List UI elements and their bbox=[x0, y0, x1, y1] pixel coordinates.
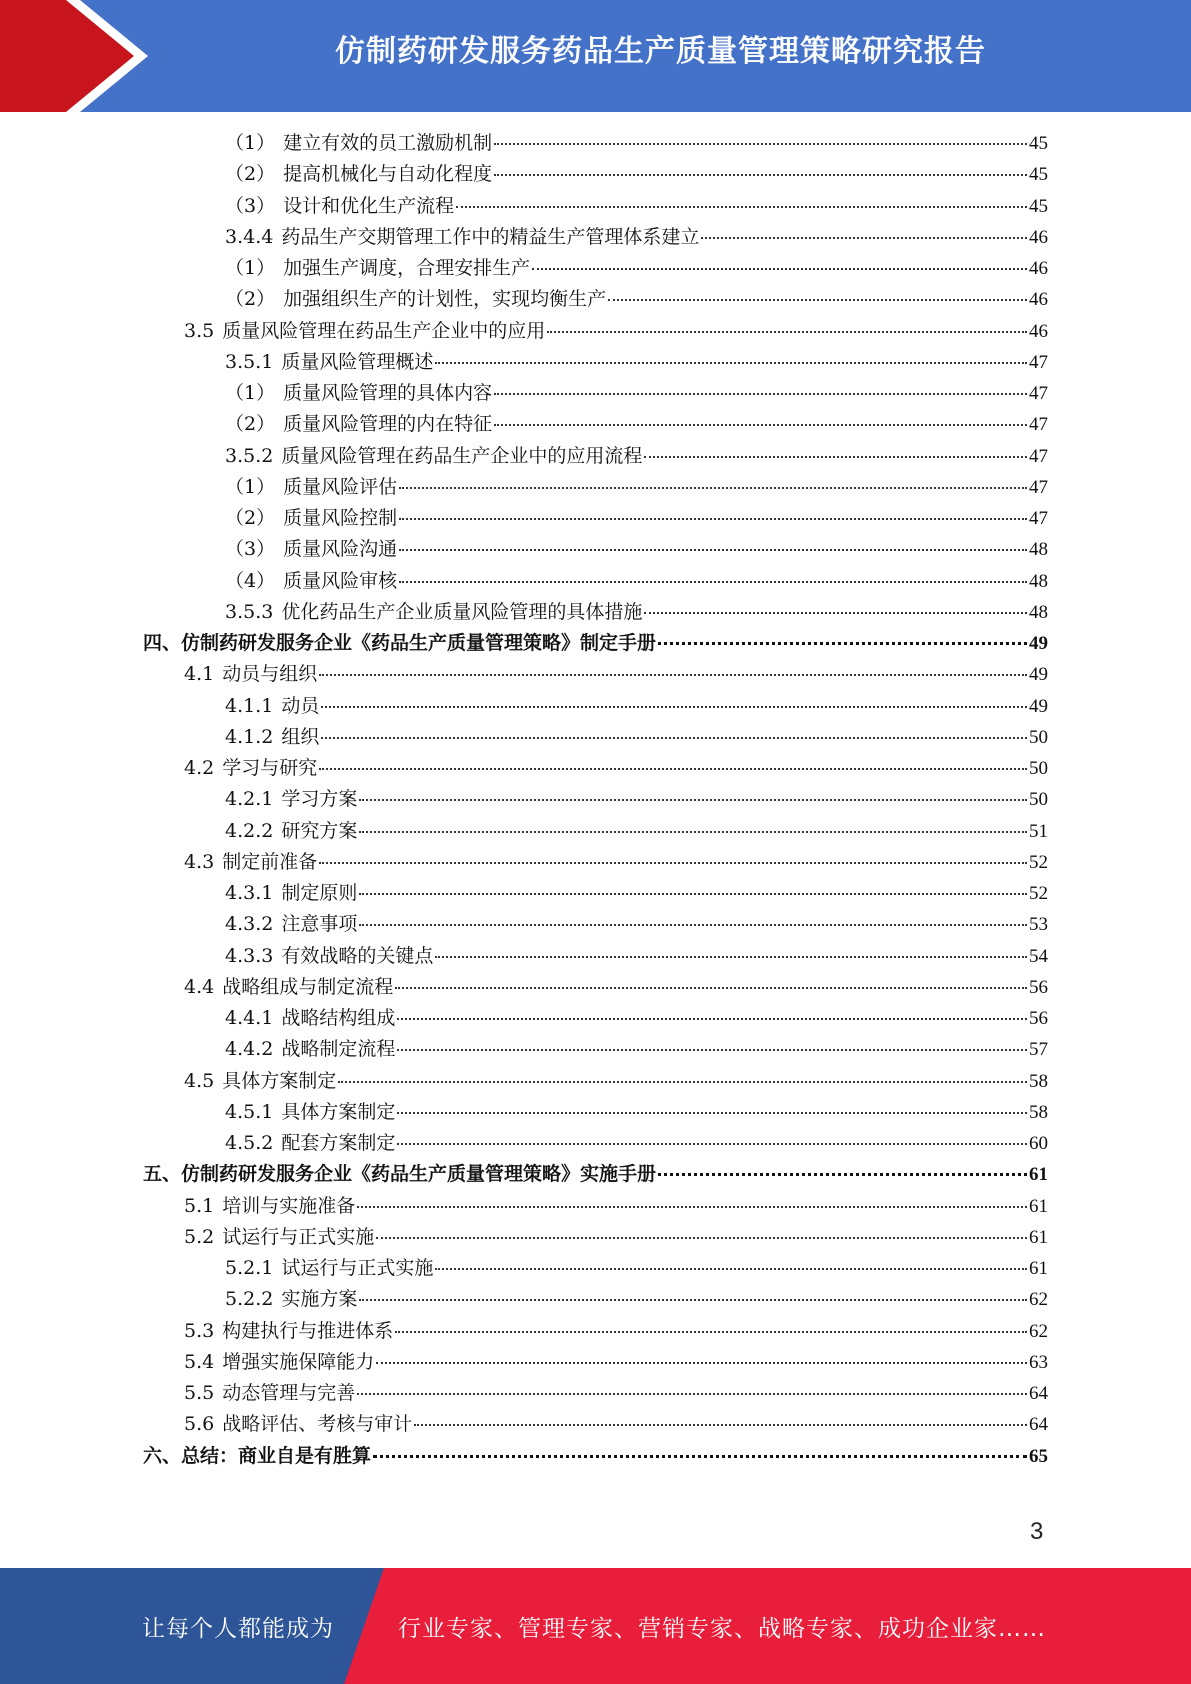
toc-leader-dots bbox=[359, 830, 1027, 833]
toc-entry[interactable] bbox=[184, 659, 1048, 690]
toc-leader-dots bbox=[494, 142, 1027, 145]
toc-entry-page: 46 bbox=[1029, 226, 1048, 248]
toc-entry[interactable] bbox=[143, 1441, 1048, 1472]
toc-entry-page: 49 bbox=[1029, 664, 1048, 686]
toc-entry-number: 4.1.2 bbox=[225, 725, 274, 748]
toc-leader-dots bbox=[319, 673, 1027, 676]
toc-entry-page: 57 bbox=[1029, 1039, 1048, 1061]
toc-entry-page: 53 bbox=[1029, 914, 1048, 936]
toc-entry-page: 45 bbox=[1029, 164, 1048, 186]
toc-leader-dots bbox=[359, 798, 1027, 801]
toc-entry-number: 4.1.1 bbox=[225, 694, 274, 717]
toc-entry[interactable] bbox=[225, 1253, 1048, 1284]
toc-entry-number: （4） bbox=[225, 569, 276, 592]
toc-entry-page: 47 bbox=[1029, 351, 1048, 373]
toc-entry-label: 具体方案制定 bbox=[222, 1069, 337, 1092]
toc-entry[interactable] bbox=[225, 284, 1048, 315]
toc-leader-dots bbox=[321, 705, 1027, 708]
toc-entry-number: 5.6 bbox=[184, 1413, 215, 1436]
toc-entry-page: 52 bbox=[1029, 851, 1048, 873]
toc-entry-number: 4.3 bbox=[184, 850, 215, 873]
toc-entry[interactable] bbox=[143, 628, 1048, 659]
toc-entry[interactable] bbox=[225, 222, 1048, 253]
toc-leader-dots bbox=[359, 1298, 1027, 1301]
toc-entry-page: 62 bbox=[1029, 1289, 1048, 1311]
toc-leader-dots bbox=[397, 1111, 1027, 1114]
toc-entry-label: 注意事项 bbox=[281, 913, 358, 936]
toc-entry-label: 战略评估、考核与审计 bbox=[222, 1413, 413, 1436]
toc-leader-dots bbox=[359, 923, 1027, 926]
toc-entry[interactable] bbox=[225, 691, 1048, 722]
toc-entry-label: 质量风险管理的具体内容 bbox=[283, 382, 493, 404]
header-arrow-decoration bbox=[0, 0, 160, 112]
toc-entry[interactable] bbox=[225, 1003, 1048, 1034]
toc-entry-label: 质量风险评估 bbox=[283, 475, 398, 498]
toc-entry[interactable] bbox=[225, 941, 1048, 972]
toc-leader-dots bbox=[701, 236, 1027, 239]
toc-leader-dots bbox=[547, 330, 1027, 333]
toc-entry[interactable] bbox=[225, 347, 1048, 378]
toc-entry-number: 3.5 bbox=[184, 319, 215, 342]
toc-leader-dots bbox=[494, 392, 1027, 395]
toc-leader-dots bbox=[321, 736, 1027, 739]
toc-entry-number: 5.2.1 bbox=[225, 1257, 274, 1279]
toc-entry-number: 3.5.2 bbox=[225, 444, 274, 467]
toc-entry-number: （1） bbox=[225, 257, 276, 279]
toc-entry-page: 49 bbox=[1029, 695, 1048, 717]
toc-entry[interactable] bbox=[225, 816, 1048, 847]
toc-entry-number: 4.1 bbox=[184, 663, 215, 686]
toc-entry[interactable] bbox=[143, 1159, 1048, 1190]
toc-leader-dots bbox=[608, 298, 1027, 301]
toc-entry[interactable] bbox=[184, 753, 1048, 784]
toc-entry-label: 战略制定流程 bbox=[281, 1038, 396, 1061]
toc-leader-dots bbox=[395, 986, 1027, 989]
toc-entry[interactable] bbox=[225, 191, 1048, 222]
toc-leader-dots bbox=[397, 1142, 1027, 1145]
toc-entry[interactable] bbox=[184, 847, 1048, 878]
toc-entry-label: 四、仿制药研发服务企业《药品生产质量管理策略》制定手册 bbox=[143, 632, 657, 654]
toc-entry-page: 45 bbox=[1029, 133, 1048, 154]
toc-entry-page: 54 bbox=[1029, 945, 1048, 967]
toc-entry-number: 4.4.2 bbox=[225, 1038, 274, 1061]
toc-entry-label: 学习与研究 bbox=[222, 757, 318, 779]
toc-leader-dots bbox=[399, 548, 1027, 551]
toc-leader-dots bbox=[644, 611, 1027, 614]
toc-entry-number: 5.5 bbox=[184, 1382, 215, 1404]
toc-entry[interactable] bbox=[225, 1128, 1048, 1159]
toc-leader-dots bbox=[397, 1048, 1027, 1051]
toc-entry[interactable] bbox=[225, 1284, 1048, 1315]
toc-entry-page: 48 bbox=[1029, 601, 1048, 623]
toc-entry-page: 56 bbox=[1029, 1008, 1048, 1029]
toc-leader-dots bbox=[494, 173, 1027, 176]
toc-entry[interactable] bbox=[225, 878, 1048, 909]
toc-entry-label: 药品生产交期管理工作中的精益生产管理体系建立 bbox=[281, 225, 700, 248]
toc-entry-number: （2） bbox=[225, 163, 276, 186]
toc-entry-page: 50 bbox=[1029, 789, 1048, 811]
toc-leader-dots bbox=[435, 361, 1027, 364]
toc-entry-page: 46 bbox=[1029, 320, 1048, 342]
toc-entry-page: 45 bbox=[1029, 195, 1048, 217]
toc-entry-number: 4.3.3 bbox=[225, 944, 274, 967]
toc-entry[interactable] bbox=[225, 503, 1048, 534]
toc-leader-dots bbox=[399, 517, 1027, 520]
toc-entry-page: 47 bbox=[1029, 476, 1048, 498]
toc-entry-label: 实施方案 bbox=[281, 1288, 358, 1311]
toc-entry-label: 质量风险管理在药品生产企业中的应用 bbox=[222, 319, 546, 342]
toc-entry[interactable] bbox=[184, 1066, 1048, 1097]
toc-entry-page: 61 bbox=[1029, 1164, 1048, 1186]
toc-entry-number: 3.5.3 bbox=[225, 600, 274, 623]
toc-entry-label: 动员 bbox=[281, 694, 320, 717]
toc-entry-number: 4.3.2 bbox=[225, 913, 274, 936]
toc-entry-page: 61 bbox=[1029, 1258, 1048, 1279]
toc-entry-page: 51 bbox=[1029, 820, 1048, 842]
toc-leader-dots bbox=[435, 955, 1027, 958]
toc-entry-label: 质量风险沟通 bbox=[283, 538, 398, 561]
toc-entry[interactable] bbox=[225, 597, 1048, 628]
toc-entry[interactable] bbox=[225, 472, 1048, 503]
toc-entry-page: 50 bbox=[1029, 758, 1048, 779]
toc-entry[interactable] bbox=[184, 1316, 1048, 1347]
toc-leader-dots bbox=[399, 580, 1027, 583]
report-title: 仿制药研发服务药品生产质量管理策略研究报告 bbox=[335, 34, 986, 69]
toc-entry[interactable] bbox=[184, 316, 1048, 347]
toc-entry-label: 增强实施保障能力 bbox=[222, 1350, 375, 1373]
toc-entry-label: 学习方案 bbox=[281, 788, 358, 811]
toc-entry-number: 4.4 bbox=[184, 975, 215, 998]
toc-entry-page: 60 bbox=[1029, 1133, 1048, 1154]
toc-entry-label: 加强生产调度，合理安排生产 bbox=[283, 257, 531, 279]
toc-entry-page: 58 bbox=[1029, 1101, 1048, 1123]
toc-entry-page: 47 bbox=[1029, 508, 1048, 529]
toc-entry-page: 62 bbox=[1029, 1320, 1048, 1342]
toc-leader-dots bbox=[319, 861, 1027, 864]
toc-entry-page: 47 bbox=[1029, 445, 1048, 467]
toc-leader-dots bbox=[397, 1017, 1027, 1020]
toc-entry-number: 3.4.4 bbox=[225, 225, 274, 248]
toc-leader-dots bbox=[644, 455, 1027, 458]
toc-entry[interactable] bbox=[225, 566, 1048, 597]
page-number: 3 bbox=[1030, 1518, 1044, 1545]
toc-entry[interactable] bbox=[225, 1097, 1048, 1128]
toc-leader-dots bbox=[357, 1205, 1027, 1208]
toc-entry-label: 优化药品生产企业质量风险管理的具体措施 bbox=[281, 600, 643, 623]
toc-entry-page: 47 bbox=[1029, 414, 1048, 436]
toc-entry-label: 战略组成与制定流程 bbox=[222, 975, 394, 998]
toc-entry[interactable] bbox=[225, 378, 1048, 409]
toc-leader-dots bbox=[395, 1330, 1027, 1333]
toc-entry[interactable] bbox=[184, 1347, 1048, 1378]
page-footer bbox=[0, 1568, 1191, 1684]
toc-entry-number: 5.2 bbox=[184, 1225, 215, 1248]
toc-entry-page: 46 bbox=[1029, 289, 1048, 311]
toc-entry-label: 建立有效的员工激励机制 bbox=[283, 132, 493, 154]
toc-leader-dots bbox=[456, 205, 1027, 208]
toc-entry-number: （1） bbox=[225, 475, 276, 498]
toc-entry[interactable] bbox=[184, 1378, 1048, 1409]
toc-leader-dots bbox=[494, 423, 1027, 426]
toc-entry-label: 提高机械化与自动化程度 bbox=[283, 163, 493, 186]
toc-entry-label: 有效战略的关键点 bbox=[281, 944, 434, 967]
toc-entry-number: 5.2.2 bbox=[225, 1288, 274, 1311]
toc-entry-number: （3） bbox=[225, 538, 276, 561]
toc-leader-dots bbox=[399, 486, 1027, 489]
toc-entry-label: 培训与实施准备 bbox=[222, 1194, 356, 1217]
toc-entry-number: （3） bbox=[225, 194, 276, 217]
toc-entry-label: 加强组织生产的计划性，实现均衡生产 bbox=[283, 288, 607, 311]
toc-entry-label: 设计和优化生产流程 bbox=[283, 194, 455, 217]
toc-entry-number: 4.2 bbox=[184, 757, 215, 779]
toc-entry-number: 4.2.1 bbox=[225, 788, 274, 811]
toc-entry-number: （1） bbox=[225, 132, 276, 154]
toc-leader-dots bbox=[532, 267, 1027, 270]
toc-entry-label: 动员与组织 bbox=[222, 663, 318, 686]
toc-entry[interactable] bbox=[225, 784, 1048, 815]
toc-entry[interactable] bbox=[225, 441, 1048, 472]
toc-entry-page: 64 bbox=[1029, 1383, 1048, 1404]
toc-entry-label: 试运行与正式实施 bbox=[222, 1225, 375, 1248]
toc-entry-number: 5.1 bbox=[184, 1194, 215, 1217]
toc-leader-dots bbox=[658, 1172, 1027, 1176]
toc-entry-label: 配套方案制定 bbox=[281, 1132, 396, 1154]
toc-entry[interactable] bbox=[225, 128, 1048, 159]
toc-leader-dots bbox=[376, 1361, 1027, 1364]
toc-entry-number: 4.2.2 bbox=[225, 819, 274, 842]
toc-entry-label: 组织 bbox=[281, 725, 320, 748]
toc-entry-number: （1） bbox=[225, 382, 276, 404]
toc-leader-dots bbox=[373, 1454, 1027, 1458]
toc-entry-label: 试运行与正式实施 bbox=[281, 1257, 434, 1279]
toc-entry-label: 质量风险控制 bbox=[283, 507, 398, 529]
toc-entry-label: 质量风险管理在药品生产企业中的应用流程 bbox=[281, 444, 643, 467]
toc-leader-dots bbox=[376, 1236, 1027, 1239]
toc-entry-page: 48 bbox=[1029, 570, 1048, 592]
toc-entry-label: 五、仿制药研发服务企业《药品生产质量管理策略》实施手册 bbox=[143, 1163, 657, 1186]
toc-entry[interactable] bbox=[184, 1409, 1048, 1440]
toc-entry-page: 64 bbox=[1029, 1414, 1048, 1436]
toc-entry-label: 具体方案制定 bbox=[281, 1100, 396, 1123]
toc-entry-label: 六、总结：商业自是有胜算 bbox=[143, 1444, 372, 1467]
toc-entry-label: 质量风险审核 bbox=[283, 569, 398, 592]
toc-entry-number: 5.3 bbox=[184, 1319, 215, 1342]
toc-entry-number: （2） bbox=[225, 288, 276, 311]
toc-entry-number: 4.4.1 bbox=[225, 1007, 274, 1029]
toc-entry[interactable] bbox=[225, 909, 1048, 940]
toc-entry[interactable] bbox=[225, 1034, 1048, 1065]
toc-entry-label: 研究方案 bbox=[281, 819, 358, 842]
toc-entry-page: 48 bbox=[1029, 539, 1048, 561]
toc-entry-label: 制定前准备 bbox=[222, 850, 318, 873]
toc-entry[interactable] bbox=[225, 253, 1048, 284]
toc-entry-page: 50 bbox=[1029, 726, 1048, 748]
toc-entry-number: （2） bbox=[225, 507, 276, 529]
toc-leader-dots bbox=[658, 641, 1027, 645]
toc-entry-page: 58 bbox=[1029, 1070, 1048, 1092]
toc-entry[interactable] bbox=[225, 534, 1048, 565]
page-header bbox=[0, 0, 1191, 112]
toc-entry-page: 61 bbox=[1029, 1195, 1048, 1217]
toc-entry-number: 5.4 bbox=[184, 1350, 215, 1373]
toc-entry-page: 46 bbox=[1029, 258, 1048, 279]
toc-entry-number: 4.5 bbox=[184, 1069, 215, 1092]
toc-entry-label: 战略结构组成 bbox=[281, 1007, 396, 1029]
toc-entry-page: 56 bbox=[1029, 976, 1048, 998]
toc-leader-dots bbox=[414, 1423, 1027, 1426]
toc-leader-dots bbox=[338, 1080, 1027, 1083]
toc-entry-number: 4.3.1 bbox=[225, 882, 274, 904]
toc-entry-label: 质量风险管理的内在特征 bbox=[283, 413, 493, 436]
footer-slogan-left: 让每个人都能成为 bbox=[142, 1616, 334, 1642]
toc-entry-number: 3.5.1 bbox=[225, 350, 274, 373]
toc-leader-dots bbox=[435, 1267, 1027, 1270]
toc-entry[interactable] bbox=[225, 159, 1048, 190]
toc-entry-label: 动态管理与完善 bbox=[222, 1382, 356, 1404]
toc-entry[interactable] bbox=[225, 409, 1048, 440]
toc-entry-page: 52 bbox=[1029, 883, 1048, 904]
footer-slogan-right: 行业专家、管理专家、营销专家、战略专家、成功企业家…… bbox=[398, 1616, 1046, 1642]
toc-leader-dots bbox=[319, 767, 1027, 770]
toc-entry-page: 61 bbox=[1029, 1226, 1048, 1248]
toc-leader-dots bbox=[357, 1392, 1027, 1395]
toc-entry[interactable] bbox=[225, 722, 1048, 753]
toc-entry-page: 63 bbox=[1029, 1351, 1048, 1373]
toc-leader-dots bbox=[359, 892, 1027, 895]
toc-entry[interactable] bbox=[184, 1191, 1048, 1222]
toc-entry-page: 47 bbox=[1029, 383, 1048, 404]
toc-entry-page: 65 bbox=[1029, 1445, 1048, 1467]
toc-entry-label: 制定原则 bbox=[281, 882, 358, 904]
toc-entry-label: 质量风险管理概述 bbox=[281, 350, 434, 373]
toc-entry-page: 49 bbox=[1029, 633, 1048, 654]
toc-entry-number: 4.5.2 bbox=[225, 1132, 274, 1154]
toc-entry[interactable] bbox=[184, 1222, 1048, 1253]
toc-entry[interactable] bbox=[184, 972, 1048, 1003]
toc-entry-label: 构建执行与推进体系 bbox=[222, 1319, 394, 1342]
toc-entry-number: 4.5.1 bbox=[225, 1100, 274, 1123]
toc-entry-number: （2） bbox=[225, 413, 276, 436]
